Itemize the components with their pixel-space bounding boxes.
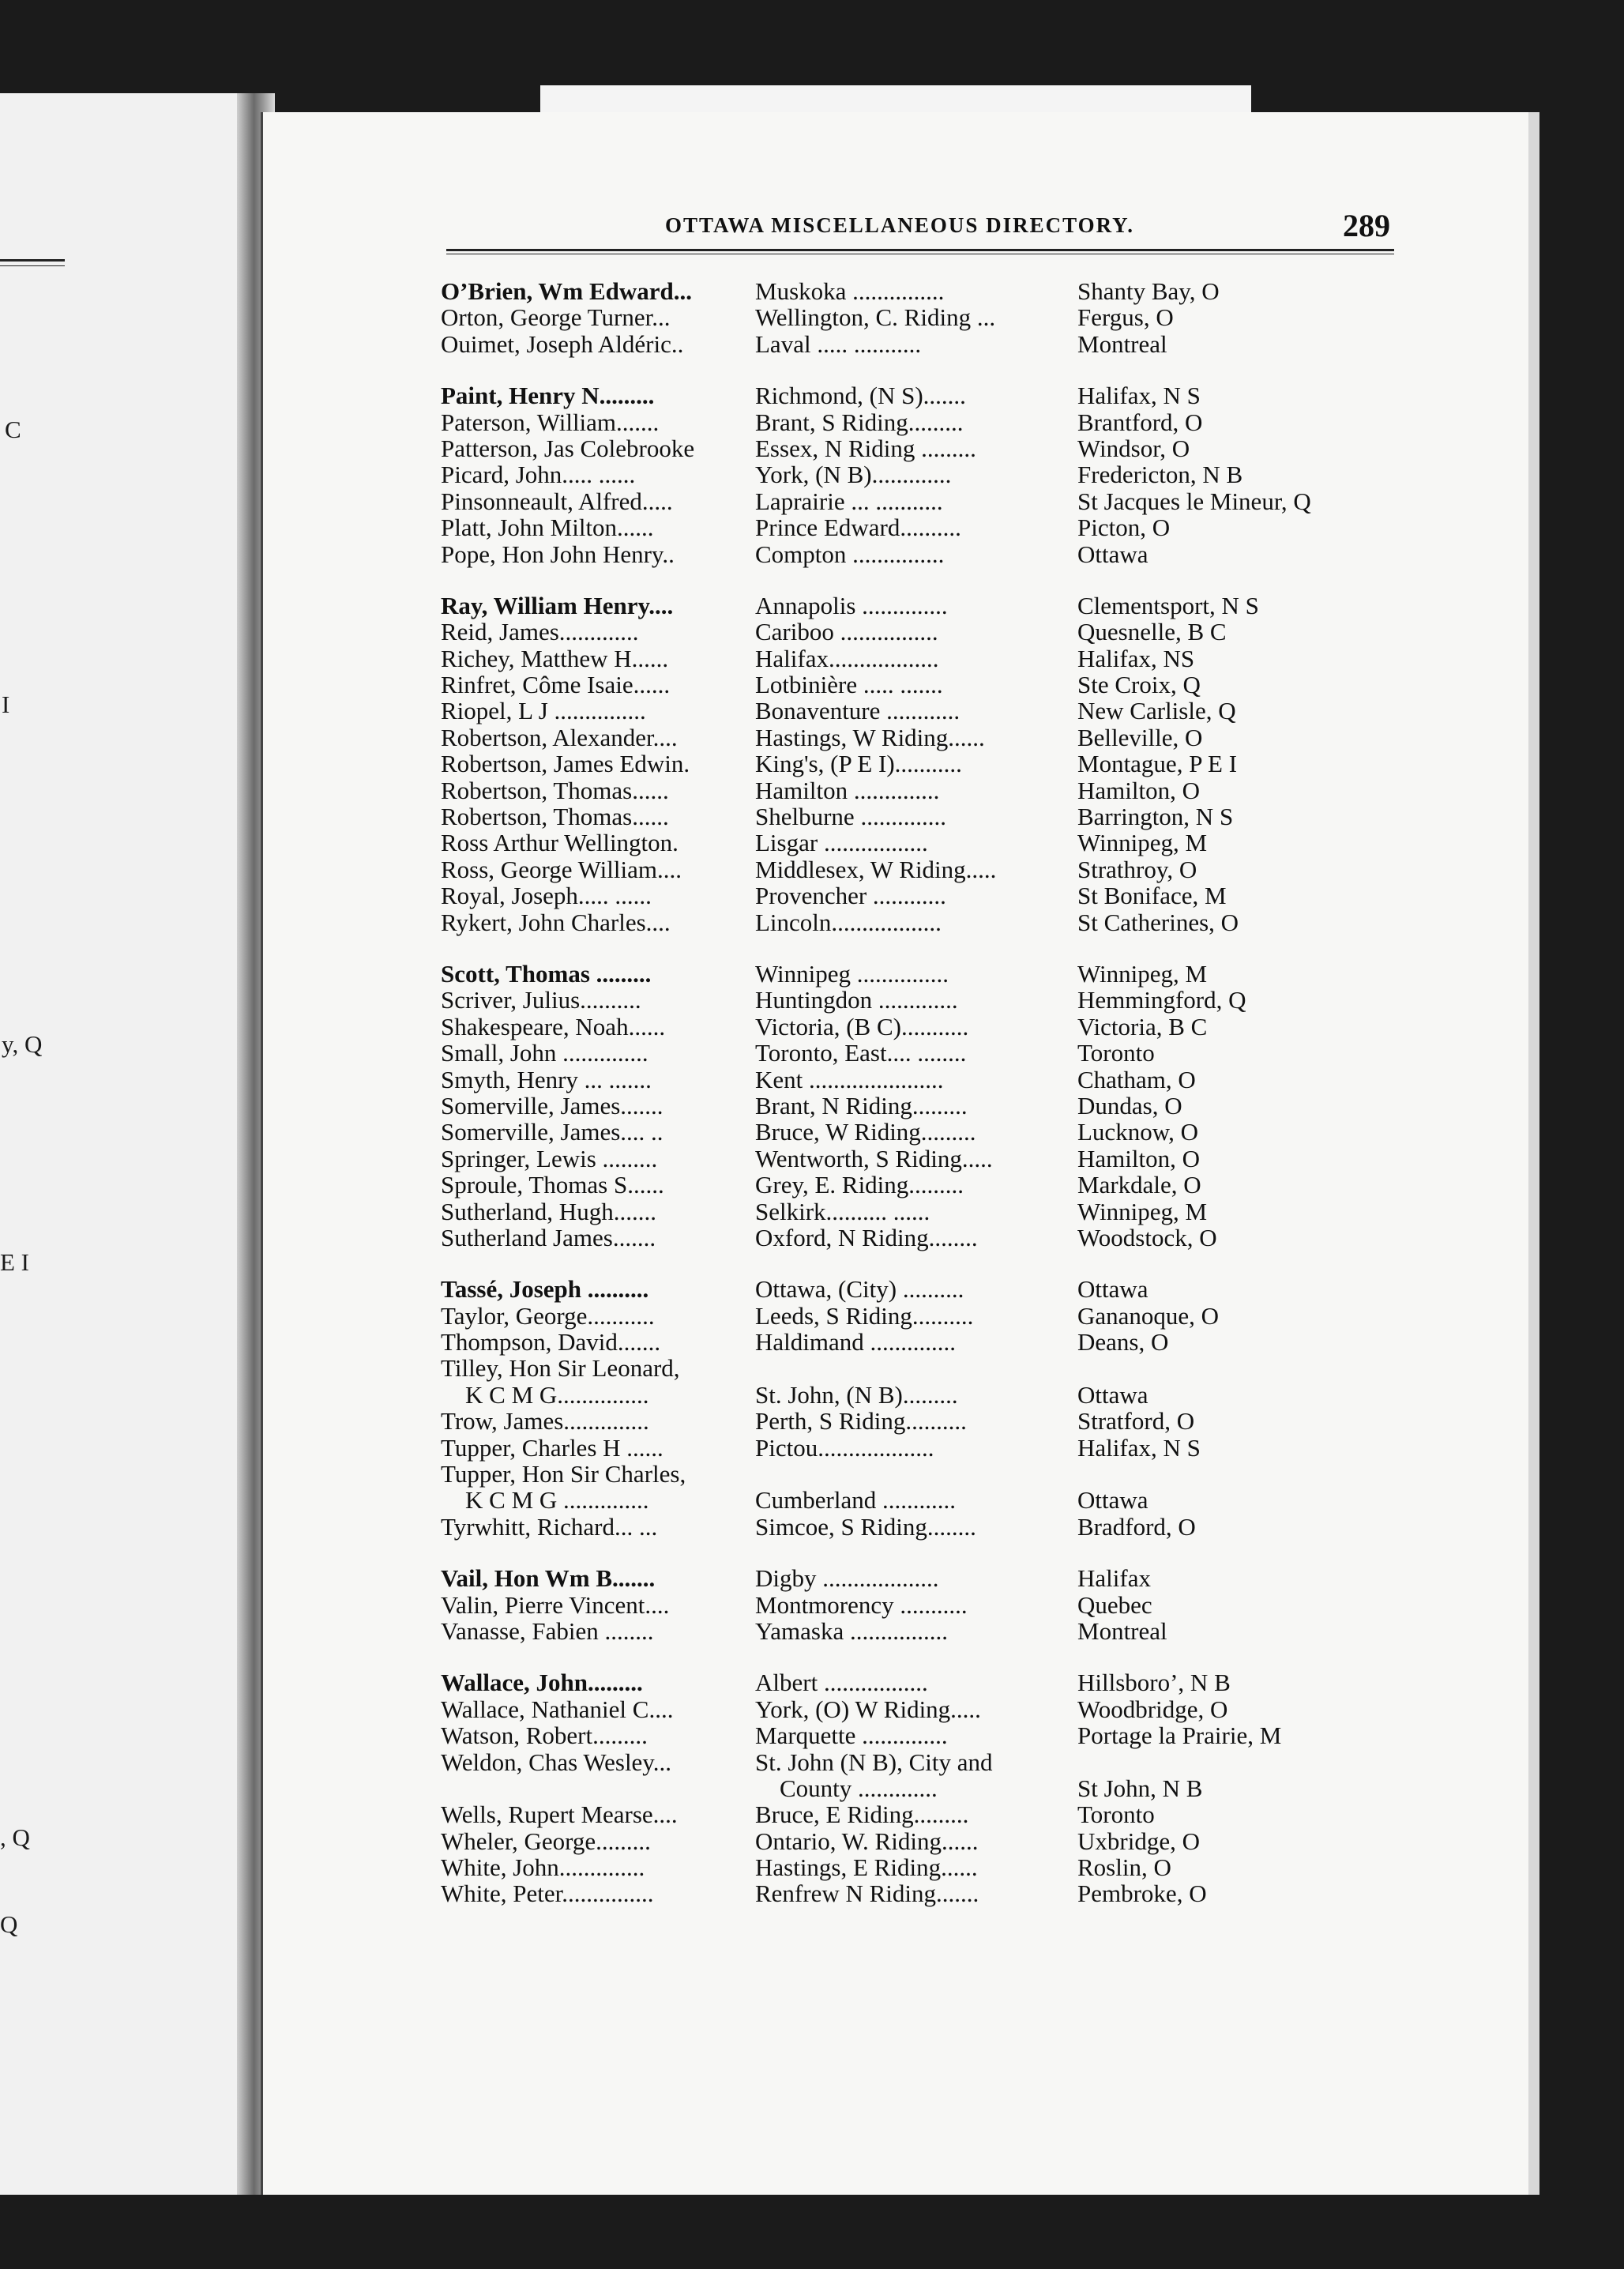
post-office: Hamilton, O xyxy=(1077,776,1200,804)
post-office: Quebec xyxy=(1077,1590,1152,1619)
post-office: Woodstock, O xyxy=(1077,1223,1217,1251)
post-office: Ottawa xyxy=(1077,540,1148,568)
left-page-text: y, Q xyxy=(2,1030,43,1058)
constituency: County ............. xyxy=(755,1774,938,1802)
constituency: Prince Edward.......... xyxy=(755,514,961,542)
member-name: Somerville, James.... .. xyxy=(441,1118,664,1146)
post-office: Toronto xyxy=(1077,1039,1155,1067)
constituency: Huntingdon ............. xyxy=(755,986,958,1014)
constituency: Victoria, (B C)........... xyxy=(755,1012,969,1040)
post-office: Halifax, N S xyxy=(1077,382,1201,410)
post-office: Brantford, O xyxy=(1077,408,1203,436)
post-office: Fergus, O xyxy=(1077,303,1174,332)
page-edge xyxy=(1528,112,1539,2195)
post-office: Roslin, O xyxy=(1077,1853,1171,1882)
post-office: Quesnelle, B C xyxy=(1077,618,1227,646)
post-office: Victoria, B C xyxy=(1077,1012,1208,1040)
directory-entry xyxy=(441,1828,1389,1854)
directory-entry xyxy=(441,514,1389,540)
constituency: Renfrew N Riding....... xyxy=(755,1880,979,1908)
group-spacer xyxy=(441,1251,1389,1276)
post-office: Gananoque, O xyxy=(1077,1301,1220,1330)
directory-entry xyxy=(441,461,1389,487)
member-name: Pinsonneault, Alfred..... xyxy=(441,487,673,515)
directory-entry xyxy=(441,619,1389,645)
member-name: Patterson, Jas Colebrooke xyxy=(441,434,695,462)
member-name: Robertson, Alexander.... xyxy=(441,723,678,751)
constituency: Kent ...................... xyxy=(755,1065,944,1093)
left-page-fragment xyxy=(0,93,237,2195)
directory-entry xyxy=(441,1618,1389,1644)
member-name: Tupper, Charles H ...... xyxy=(441,1433,664,1462)
member-name: Picard, John..... ...... xyxy=(441,461,636,489)
member-name: Reid, James............. xyxy=(441,618,639,646)
directory-entry xyxy=(441,961,1389,987)
directory-entry xyxy=(441,1514,1389,1540)
running-header: OTTAWA MISCELLANEOUS DIRECTORY. xyxy=(665,213,1134,237)
member-name: Thompson, David....... xyxy=(441,1328,661,1357)
constituency: Essex, N Riding ......... xyxy=(755,434,976,462)
directory-entry xyxy=(441,1067,1389,1093)
constituency: Laval ..... ........... xyxy=(755,329,922,358)
header-rule xyxy=(446,249,1394,251)
constituency: Cariboo ................ xyxy=(755,618,938,646)
member-name: Pope, Hon John Henry.. xyxy=(441,540,675,568)
member-name: Watson, Robert......... xyxy=(441,1722,648,1750)
directory-entry xyxy=(441,435,1389,461)
constituency: St. John, (N B)......... xyxy=(755,1380,958,1409)
member-name: Vail, Hon Wm B....... xyxy=(441,1564,656,1593)
post-office: Winnipeg, M xyxy=(1077,959,1208,988)
group-spacer xyxy=(441,1644,1389,1669)
member-name: Sproule, Thomas S...... xyxy=(441,1171,664,1199)
post-office: Shanty Bay, O xyxy=(1077,277,1220,305)
directory-entry xyxy=(441,1146,1389,1172)
constituency: Digby ................... xyxy=(755,1564,939,1593)
directory-entry xyxy=(441,1382,1389,1408)
post-office: Woodbridge, O xyxy=(1077,1695,1228,1723)
constituency: Pictou................... xyxy=(755,1433,934,1462)
directory-entry xyxy=(441,1276,1389,1302)
post-office: Halifax, NS xyxy=(1077,644,1195,672)
group-spacer xyxy=(441,357,1389,382)
constituency: Selkirk.......... ...... xyxy=(755,1197,930,1225)
post-office: Pembroke, O xyxy=(1077,1880,1207,1908)
directory-entry xyxy=(441,751,1389,777)
member-name: Tupper, Hon Sir Charles, xyxy=(441,1460,686,1488)
member-name: Valin, Pierre Vincent.... xyxy=(441,1590,670,1619)
constituency: Provencher ............ xyxy=(755,882,946,910)
member-name: Rinfret, Côme Isaie...... xyxy=(441,671,671,699)
directory-entry xyxy=(441,409,1389,435)
directory-entry xyxy=(441,1303,1389,1329)
constituency: Laprairie ... ........... xyxy=(755,487,943,515)
constituency: Perth, S Riding.......... xyxy=(755,1407,967,1436)
directory-entry xyxy=(441,777,1389,803)
constituency: Compton ............... xyxy=(755,540,945,568)
post-office: Portage la Prairie, M xyxy=(1077,1722,1282,1750)
member-name: Small, John .............. xyxy=(441,1039,648,1067)
member-name: Ross Arthur Wellington. xyxy=(441,829,679,857)
post-office: Stratford, O xyxy=(1077,1407,1195,1436)
constituency: Montmorency ........... xyxy=(755,1590,968,1619)
member-name: Shakespeare, Noah...... xyxy=(441,1012,666,1040)
member-name: Ray, William Henry.... xyxy=(441,591,674,619)
member-name: Riopel, L J ............... xyxy=(441,697,646,725)
constituency: King's, (P E I)........... xyxy=(755,750,962,778)
directory-entry xyxy=(441,856,1389,882)
directory-entry xyxy=(441,1669,1389,1695)
post-office: St John, N B xyxy=(1077,1774,1203,1802)
directory-entry xyxy=(441,1329,1389,1355)
post-office: Markdale, O xyxy=(1077,1171,1201,1199)
group-spacer xyxy=(441,935,1389,961)
post-office: Bradford, O xyxy=(1077,1512,1196,1541)
constituency: Hastings, E Riding...... xyxy=(755,1853,978,1882)
post-office: Ottawa xyxy=(1077,1275,1148,1304)
constituency: Bruce, W Riding......... xyxy=(755,1118,976,1146)
directory-entry xyxy=(441,1775,1389,1801)
directory-entry xyxy=(441,1040,1389,1066)
directory-entry xyxy=(441,278,1389,304)
member-name: Paint, Henry N......... xyxy=(441,382,655,410)
left-page-rule xyxy=(0,259,65,262)
directory-entry xyxy=(441,304,1389,330)
constituency: Albert ................. xyxy=(755,1669,928,1697)
post-office: Fredericton, N B xyxy=(1077,461,1243,489)
post-office: Montreal xyxy=(1077,329,1167,358)
member-name: Richey, Matthew H...... xyxy=(441,644,669,672)
post-office: Ste Croix, Q xyxy=(1077,671,1201,699)
member-name: Scriver, Julius.......... xyxy=(441,986,641,1014)
post-office: New Carlisle, Q xyxy=(1077,697,1236,725)
directory-entry xyxy=(441,1014,1389,1040)
member-name: Weldon, Chas Wesley... xyxy=(441,1748,672,1776)
post-office: Clementsport, N S xyxy=(1077,591,1259,619)
constituency: Ottawa, (City) .......... xyxy=(755,1275,964,1304)
directory-entry xyxy=(441,830,1389,856)
group-spacer xyxy=(441,1540,1389,1565)
post-office: Barrington, N S xyxy=(1077,803,1234,831)
left-page-text: , Q xyxy=(0,1823,30,1851)
post-office: Winnipeg, M xyxy=(1077,829,1208,857)
constituency: Haldimand .............. xyxy=(755,1328,956,1357)
member-name: Robertson, Thomas...... xyxy=(441,803,669,831)
constituency: Yamaska ................ xyxy=(755,1616,948,1645)
left-page-text: I xyxy=(2,690,10,718)
member-name: Sutherland James....... xyxy=(441,1223,656,1251)
constituency: York, (N B)............. xyxy=(755,461,952,489)
post-office: Dundas, O xyxy=(1077,1091,1182,1119)
page-number: 289 xyxy=(1343,208,1390,243)
constituency: Richmond, (N S)....... xyxy=(755,382,966,410)
directory-entry xyxy=(441,593,1389,619)
constituency: Lotbinière ..... ....... xyxy=(755,671,943,699)
post-office: Hemmingford, Q xyxy=(1077,986,1246,1014)
directory-listing xyxy=(441,278,1389,1907)
directory-entry xyxy=(441,488,1389,514)
directory-entry xyxy=(441,1749,1389,1775)
constituency: Simcoe, S Riding........ xyxy=(755,1512,976,1541)
member-name: White, John.............. xyxy=(441,1853,645,1882)
member-name: Wells, Rupert Mearse.... xyxy=(441,1801,678,1829)
post-office: Halifax xyxy=(1077,1564,1151,1593)
member-name: Wallace, Nathaniel C.... xyxy=(441,1695,674,1723)
member-name: Paterson, William....... xyxy=(441,408,660,436)
constituency: Hamilton .............. xyxy=(755,776,940,804)
post-office: St Catherines, O xyxy=(1077,908,1239,936)
member-name: Ross, George William.... xyxy=(441,855,682,883)
member-name: White, Peter............... xyxy=(441,1880,654,1908)
constituency: Bonaventure ............ xyxy=(755,697,960,725)
constituency: Brant, N Riding......... xyxy=(755,1091,968,1119)
directory-entry xyxy=(441,698,1389,724)
constituency: St. John (N B), City and xyxy=(755,1748,993,1776)
post-office: Montague, P E I xyxy=(1077,750,1238,778)
post-office: Winnipeg, M xyxy=(1077,1197,1208,1225)
directory-entry xyxy=(441,1225,1389,1251)
post-office: Deans, O xyxy=(1077,1328,1169,1357)
directory-entry xyxy=(441,1722,1389,1748)
left-page-text: E I xyxy=(0,1248,30,1276)
constituency: Shelburne .............. xyxy=(755,803,946,831)
directory-entry xyxy=(441,382,1389,408)
directory-entry xyxy=(441,645,1389,672)
directory-entry xyxy=(441,1408,1389,1434)
constituency: Grey, E. Riding......... xyxy=(755,1171,964,1199)
member-name: Vanasse, Fabien ........ xyxy=(441,1616,654,1645)
member-name: K C M G .............. xyxy=(441,1486,649,1515)
directory-entry xyxy=(441,987,1389,1013)
post-office: St Boniface, M xyxy=(1077,882,1227,910)
directory-entry xyxy=(441,1487,1389,1513)
directory-entry xyxy=(441,1696,1389,1722)
directory-entry xyxy=(441,1119,1389,1145)
directory-entry xyxy=(441,724,1389,751)
directory-entry xyxy=(441,1093,1389,1119)
directory-entry xyxy=(441,909,1389,935)
constituency: Wentworth, S Riding..... xyxy=(755,1144,993,1172)
directory-entry xyxy=(441,1801,1389,1827)
member-name: Somerville, James....... xyxy=(441,1091,664,1119)
member-name: Taylor, George........... xyxy=(441,1301,655,1330)
constituency: Lisgar ................. xyxy=(755,829,928,857)
member-name: O’Brien, Wm Edward... xyxy=(441,277,693,305)
member-name: Sutherland, Hugh....... xyxy=(441,1197,656,1225)
constituency: Wellington, C. Riding ... xyxy=(755,303,996,332)
post-office: Ottawa xyxy=(1077,1486,1148,1515)
group-spacer xyxy=(441,567,1389,593)
member-name: Royal, Joseph..... ...... xyxy=(441,882,652,910)
member-name: Ouimet, Joseph Aldéric.. xyxy=(441,329,684,358)
directory-entry xyxy=(441,331,1389,357)
post-office: Strathroy, O xyxy=(1077,855,1197,883)
post-office: Halifax, N S xyxy=(1077,1433,1201,1462)
post-office: Lucknow, O xyxy=(1077,1118,1198,1146)
directory-entry xyxy=(441,1592,1389,1618)
member-name: Rykert, John Charles.... xyxy=(441,908,671,936)
post-office: Montreal xyxy=(1077,1616,1167,1645)
post-office: Hamilton, O xyxy=(1077,1144,1200,1172)
left-page-text: Q xyxy=(0,1910,18,1938)
directory-entry xyxy=(441,1854,1389,1880)
member-name: Orton, George Turner... xyxy=(441,303,671,332)
directory-entry xyxy=(441,1198,1389,1225)
constituency: Muskoka ............... xyxy=(755,277,945,305)
post-office: Ottawa xyxy=(1077,1380,1148,1409)
directory-entry xyxy=(441,1435,1389,1461)
directory-entry xyxy=(441,1461,1389,1487)
directory-entry xyxy=(441,672,1389,698)
post-office: Chatham, O xyxy=(1077,1065,1196,1093)
left-page-text: C xyxy=(5,416,21,443)
directory-entry xyxy=(441,541,1389,567)
constituency: Leeds, S Riding.......... xyxy=(755,1301,974,1330)
constituency: Winnipeg ............... xyxy=(755,959,949,988)
directory-entry xyxy=(441,1880,1389,1906)
constituency: Ontario, W. Riding...... xyxy=(755,1827,979,1855)
member-name: Smyth, Henry ... ....... xyxy=(441,1065,652,1093)
member-name: Wallace, John......... xyxy=(441,1669,643,1697)
post-office: Hillsboro’, N B xyxy=(1077,1669,1231,1697)
constituency: Annapolis .............. xyxy=(755,591,948,619)
constituency: Lincoln.................. xyxy=(755,908,942,936)
constituency: Brant, S Riding......... xyxy=(755,408,964,436)
left-page-rule xyxy=(0,265,65,266)
member-name: Tassé, Joseph .......... xyxy=(441,1275,649,1304)
member-name: Springer, Lewis ......... xyxy=(441,1144,658,1172)
member-name: Tilley, Hon Sir Leonard, xyxy=(441,1354,680,1383)
constituency: York, (O) W Riding..... xyxy=(755,1695,981,1723)
directory-entry xyxy=(441,1355,1389,1381)
member-name: Platt, John Milton...... xyxy=(441,514,654,542)
directory-entry xyxy=(441,1172,1389,1198)
post-office: Picton, O xyxy=(1077,514,1171,542)
member-name: Wheler, George......... xyxy=(441,1827,651,1855)
constituency: Cumberland ............ xyxy=(755,1486,956,1515)
post-office: St Jacques le Mineur, Q xyxy=(1077,487,1311,515)
member-name: Scott, Thomas ......... xyxy=(441,959,652,988)
constituency: Hastings, W Riding...... xyxy=(755,723,985,751)
post-office: Windsor, O xyxy=(1077,434,1190,462)
member-name: Tyrwhitt, Richard... ... xyxy=(441,1512,658,1541)
constituency: Bruce, E Riding......... xyxy=(755,1801,969,1829)
post-office: Uxbridge, O xyxy=(1077,1827,1200,1855)
constituency: Middlesex, W Riding..... xyxy=(755,855,997,883)
constituency: Oxford, N Riding........ xyxy=(755,1223,978,1251)
directory-entry xyxy=(441,803,1389,830)
member-name: Robertson, James Edwin. xyxy=(441,750,690,778)
member-name: Trow, James.............. xyxy=(441,1407,649,1436)
constituency: Halifax.................. xyxy=(755,644,939,672)
directory-entry xyxy=(441,882,1389,909)
constituency: Toronto, East.... ........ xyxy=(755,1039,967,1067)
post-office: Belleville, O xyxy=(1077,723,1203,751)
member-name: Robertson, Thomas...... xyxy=(441,776,669,804)
member-name: K C M G............... xyxy=(441,1380,649,1409)
directory-entry xyxy=(441,1565,1389,1591)
constituency: Marquette .............. xyxy=(755,1722,948,1750)
post-office: Toronto xyxy=(1077,1801,1155,1829)
